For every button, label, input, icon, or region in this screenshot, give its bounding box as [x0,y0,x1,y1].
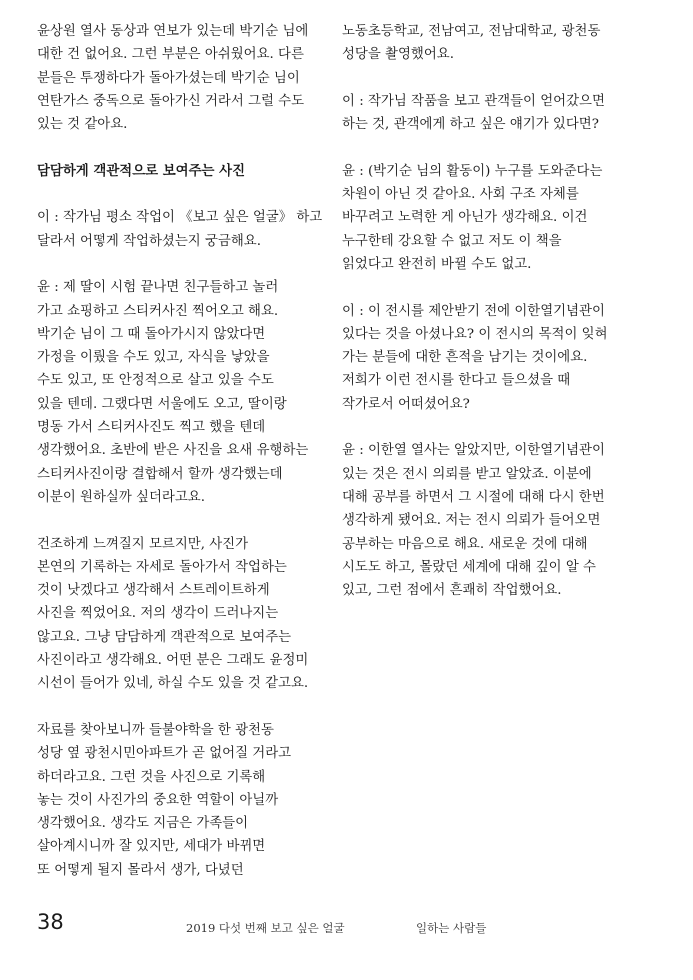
page-number: 38 [37,910,64,934]
text-line: 누구한테 강요할 수 없고 저도 이 책을 [342,233,562,249]
text-line: 연탄가스 중독으로 돌아가신 거라서 그럴 수도 [37,93,305,109]
text-line: 사진을 찍었어요. 저의 생각이 드러나지는 [37,606,279,622]
paragraph [342,439,642,602]
text-line: 또 어떻게 될지 몰라서 생가, 다녔던 [37,862,244,878]
text-line: 윤 : 제 딸이 시험 끝나면 친구들하고 놀러 [37,280,279,296]
text-line: 가는 분들에 대한 흔적을 남기는 것이에요. [342,350,588,366]
section-heading: 담담하게 객관적으로 보여주는 사진 [37,163,246,179]
text-line: 윤 : (박기순 님의 활동이) 누구를 도와준다는 [342,163,603,179]
text-line: 하는 것, 관객에게 하고 싶은 얘기가 있다면? [342,117,599,133]
text-line: 차원이 아닌 것 같아요. 사회 구조 자체를 [342,187,579,203]
text-line: 윤상원 열사 동상과 연보가 있는데 박기순 님에 [37,24,309,39]
text-line: 이분이 원하실까 싶더라고요. [37,489,205,505]
text-line: 살아계시니까 잘 있지만, 세대가 바뀌면 [37,839,266,855]
paragraph [342,90,642,137]
paragraph [37,533,327,696]
text-line: 작가로서 어떠셨어요? [342,396,470,412]
paragraph [342,300,642,416]
text-line: 하더라고요. 그런 것을 사진으로 기록해 [37,769,266,785]
paragraph [37,206,327,253]
text-line: 시선이 들어가 있네, 하실 수도 있을 것 같고요. [37,676,309,692]
text-line: 이 : 이 전시를 제안받기 전에 이한열기념관이 [342,303,605,319]
text-line: 시도도 하고, 몰랐던 세계에 대해 깊이 알 수 [342,559,596,575]
text-line: 달라서 어떻게 작업하셨는지 궁금해요. [37,233,261,249]
text-line: 가고 쇼핑하고 스티커사진 찍어오고 해요. [37,303,279,319]
text-line: 노동초등학교, 전남여고, 전남대학교, 광천동 [342,24,601,39]
text-line: 있을 텐데. 그랬다면 서울에도 오고, 딸이랑 [37,396,287,412]
text-line: 윤 : 이한열 열사는 알았지만, 이한열기념관이 [342,443,605,459]
text-line: 놓는 것이 사진가의 중요한 역할이 아닐까 [37,792,279,808]
text-line: 이 : 작가님 작품을 보고 관객들이 얻어갔으면 [342,93,605,109]
paragraph [37,276,327,509]
text-line: 본연의 기록하는 자세로 돌아가서 작업하는 [37,559,287,575]
text-line: 것이 낫겠다고 생각해서 스트레이트하게 [37,583,270,599]
text-line: 성당 옆 광천시민아파트가 곧 없어질 거라고 [37,746,292,762]
text-line: 가정을 이뤘을 수도 있고, 자식을 낳았을 [37,350,270,366]
text-line: 바꾸려고 노력한 게 아닌가 생각해요. 이건 [342,210,588,226]
paragraph [37,719,327,882]
text-line: 생각했어요. 생각도 지금은 가족들이 [37,816,249,832]
text-line: 명동 가서 스티커사진도 찍고 했을 텐데 [37,420,266,436]
text-line: 있는 것 같아요. [37,117,128,133]
text-line: 분들은 투쟁하다가 돌아가셨는데 박기순 님이 [37,70,300,86]
paragraph [37,20,327,136]
paragraph [342,20,642,67]
text-line: 대한 건 없어요. 그런 부분은 아쉬웠어요. 다른 [37,47,304,63]
text-line: 자료를 찾아보니까 들불야학을 한 광천동 [37,722,274,738]
text-line: 수도 있고, 또 안정적으로 살고 있을 수도 [37,373,274,389]
right-column [342,20,642,626]
text-line: 이 : 작가님 평소 작업이 《보고 싶은 얼굴》 하고 [37,210,323,226]
left-column [37,20,327,905]
text-line: 박기순 님이 그 때 돌아가시지 않았다면 [37,326,266,342]
text-line: 않고요. 그냥 담담하게 객관적으로 보여주는 [37,629,292,645]
text-line: 읽었다고 완전히 바뀔 수도 없고. [342,256,532,272]
text-line: 있고, 그런 점에서 흔쾌히 작업했어요. [342,583,562,599]
text-line: 저희가 이런 전시를 한다고 들으셨을 때 [342,373,571,389]
text-line: 공부하는 마음으로 해요. 새로운 것에 대해 [342,536,588,552]
text-line: 생각하게 됐어요. 저는 전시 의뢰가 들어오면 [342,513,601,529]
text-line: 생각했어요. 초반에 받은 사진을 요새 유행하는 [37,443,309,459]
text-line: 건조하게 느껴질지 모르지만, 사진가 [37,536,249,552]
footer-section-title: 일하는 사람들 [416,921,487,935]
text-line: 성당을 촬영했어요. [342,47,454,63]
text-line: 있는 것은 전시 의뢰를 받고 알았죠. 이분에 [342,466,592,482]
paragraph [342,160,642,276]
text-line: 스티커사진이랑 결합해서 할까 생각했는데 [37,466,283,482]
text-line: 있다는 것을 아셨나요? 이 전시의 목적이 잊혀 [342,326,608,342]
text-line: 대해 공부를 하면서 그 시절에 대해 다시 한번 [342,489,605,505]
text-line: 사진이라고 생각해요. 어떤 분은 그래도 윤정미 [37,653,309,669]
footer-publication-title: 2019 다섯 번째 보고 싶은 얼굴 [186,921,345,935]
